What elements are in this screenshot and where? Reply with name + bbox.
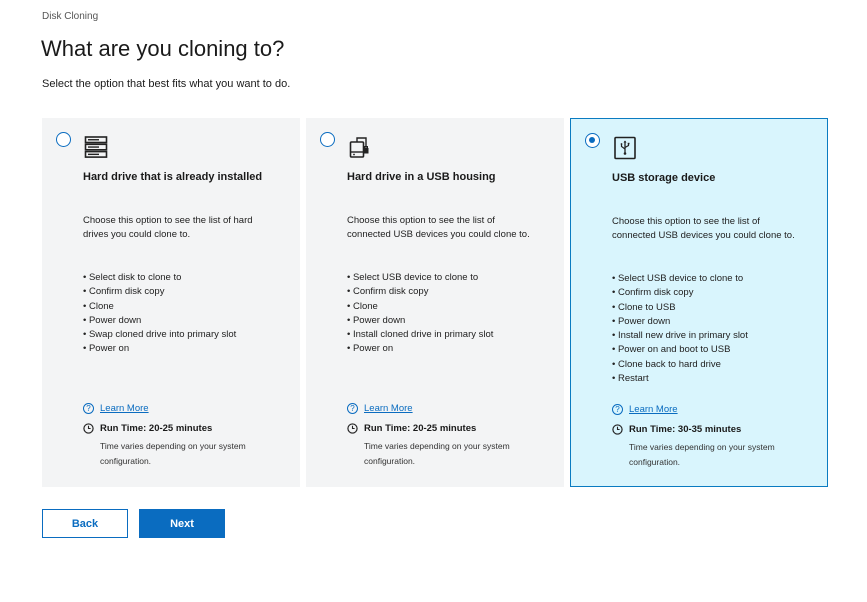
step-item: • Swap cloned drive into primary slot (83, 328, 236, 342)
card-description: Choose this option to see the list of connected USB devices you could clone to. (612, 216, 795, 242)
breadcrumb: Disk Cloning (42, 11, 99, 22)
learn-more-row (83, 403, 149, 414)
server-stack-icon (84, 135, 108, 159)
back-button[interactable]: Back (42, 509, 128, 538)
run-time-label: Run Time: 20-25 minutes (100, 423, 213, 434)
learn-more-link[interactable]: Learn More (629, 404, 678, 415)
option-card-usb-storage[interactable] (570, 118, 828, 487)
usb-drive-housing-icon (348, 135, 372, 159)
radio-usb-housing[interactable] (320, 132, 335, 147)
run-time-label: Run Time: 20-25 minutes (364, 423, 477, 434)
step-item: • Power down (612, 315, 748, 329)
run-time-note: Time varies depending on your system configuration. (629, 442, 775, 467)
radio-installed-drive[interactable] (56, 132, 71, 147)
step-item: • Clone back to hard drive (612, 358, 748, 372)
card-title: Hard drive that is already installed (83, 171, 263, 183)
learn-more-link[interactable]: Learn More (364, 403, 413, 414)
step-item: • Clone to USB (612, 301, 748, 315)
option-card-installed-drive[interactable] (42, 118, 300, 487)
steps-list (612, 272, 748, 386)
radio-usb-storage[interactable] (585, 133, 600, 148)
step-item: • Clone (83, 300, 236, 314)
step-item: • Install new drive in primary slot (612, 329, 748, 343)
clock-icon (612, 424, 623, 435)
step-item: • Power on (347, 342, 493, 356)
card-description: Choose this option to see the list of connected USB devices you could clone to. (347, 215, 530, 241)
run-time-row (612, 424, 741, 435)
step-item: • Select USB device to clone to (612, 272, 748, 286)
next-button[interactable]: Next (139, 509, 225, 538)
help-circle-icon: ? (347, 403, 358, 414)
steps-list (83, 271, 236, 357)
usb-storage-icon (613, 136, 637, 160)
step-item: • Confirm disk copy (612, 286, 748, 300)
step-item: • Select USB device to clone to (347, 271, 493, 285)
step-item: • Restart (612, 372, 748, 386)
step-item: • Install cloned drive in primary slot (347, 328, 493, 342)
clock-icon (347, 423, 358, 434)
card-description: Choose this option to see the list of hard drives you could clone to. (83, 215, 253, 241)
option-cards (42, 118, 828, 487)
learn-more-row (612, 404, 678, 415)
step-item: • Select disk to clone to (83, 271, 236, 285)
run-time-row (347, 423, 476, 434)
step-item: • Clone (347, 300, 493, 314)
help-circle-icon: ? (83, 403, 94, 414)
card-title: USB storage device (612, 172, 716, 184)
step-item: • Power on (83, 342, 236, 356)
run-time-note: Time varies depending on your system configuration. (364, 441, 510, 466)
steps-list (347, 271, 493, 357)
page-subtitle: Select the option that best fits what you want to do. (42, 78, 291, 90)
step-item: • Power down (83, 314, 236, 328)
learn-more-row (347, 403, 413, 414)
help-circle-icon: ? (612, 404, 623, 415)
card-title: Hard drive in a USB housing (347, 171, 496, 183)
run-time-row (83, 423, 212, 434)
step-item: • Power on and boot to USB (612, 343, 748, 357)
learn-more-link[interactable]: Learn More (100, 403, 149, 414)
step-item: • Power down (347, 314, 493, 328)
clock-icon (83, 423, 94, 434)
run-time-note: Time varies depending on your system configuration. (100, 441, 246, 466)
step-item: • Confirm disk copy (83, 285, 236, 299)
run-time-label: Run Time: 30-35 minutes (629, 424, 742, 435)
page-title: What are you cloning to? (41, 36, 285, 61)
option-card-usb-housing[interactable] (306, 118, 564, 487)
step-item: • Confirm disk copy (347, 285, 493, 299)
